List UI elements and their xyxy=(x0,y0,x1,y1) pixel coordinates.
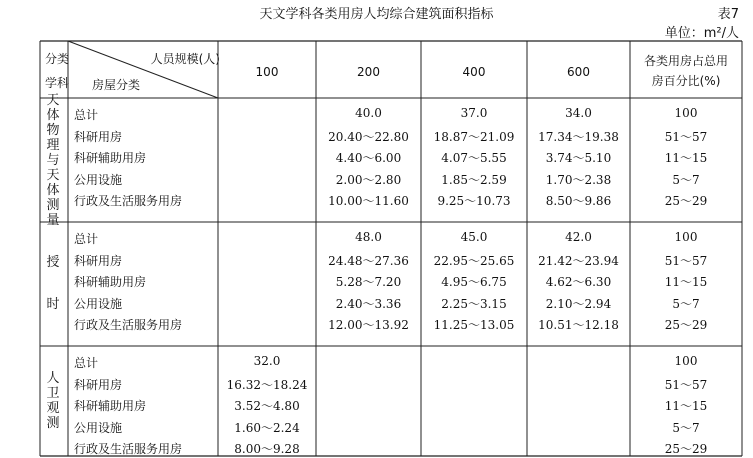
table-number: 表7 xyxy=(717,7,739,22)
cell-pct: 25～29 xyxy=(664,194,708,208)
cell-pct: 25～29 xyxy=(664,318,708,332)
cell-v400: 9.25～10.73 xyxy=(437,194,511,208)
header-scale-200: 200 xyxy=(357,65,380,79)
row-label: 行政及生活服务用房 xyxy=(74,194,183,208)
row-label: 公用设施 xyxy=(74,296,123,311)
cell-v400: 37.0 xyxy=(460,106,488,120)
cell-v400: 4.07～5.55 xyxy=(441,151,507,165)
header-category-line1: 分类 xyxy=(44,52,69,66)
header-category-line2: 学科 xyxy=(44,76,69,90)
header-scale-400: 400 xyxy=(462,65,486,79)
row-label: 科研辅助用房 xyxy=(74,399,147,413)
cell-v100: 3.52～4.80 xyxy=(234,399,300,413)
cell-pct: 11～15 xyxy=(664,399,708,413)
header-scale-100: 100 xyxy=(255,65,279,79)
cell-v100: 8.00～9.28 xyxy=(234,442,300,456)
table-title: 天文学科各类用房人均综合建筑面积指标 xyxy=(259,7,494,22)
cell-pct: 11～15 xyxy=(664,275,708,289)
cell-v400: 45.0 xyxy=(460,230,488,244)
cell-v600: 21.42～23.94 xyxy=(538,253,619,268)
row-label: 总计 xyxy=(74,108,99,122)
row-label: 公用设施 xyxy=(74,420,123,435)
row-label: 公用设施 xyxy=(74,172,123,187)
cell-v600: 17.34～19.38 xyxy=(538,129,619,144)
cell-pct: 100 xyxy=(674,106,698,120)
cell-pct: 25～29 xyxy=(664,442,708,456)
header-scale-label: 人员规模(人) xyxy=(150,52,220,66)
cell-pct: 11～15 xyxy=(664,151,708,165)
cell-pct: 5～7 xyxy=(672,296,700,311)
cell-v600: 8.50～9.86 xyxy=(545,194,612,208)
header-scale-600: 600 xyxy=(567,65,590,79)
cell-pct: 51～57 xyxy=(664,253,708,268)
cell-v600: 2.10～2.94 xyxy=(545,296,612,311)
cell-v600: 34.0 xyxy=(565,106,592,120)
cell-v100: 32.0 xyxy=(253,354,281,368)
header-diagonal-line xyxy=(68,41,218,98)
cell-v600: 3.74～5.10 xyxy=(545,151,612,165)
cell-v200: 2.40～3.36 xyxy=(335,296,402,311)
header-pct-line1: 各类用房占总用 xyxy=(643,54,728,68)
cell-v600: 10.51～12.18 xyxy=(538,318,619,332)
cell-v400: 2.25～3.15 xyxy=(441,296,507,311)
cell-v200: 40.0 xyxy=(355,106,382,120)
cell-v400: 11.25～13.05 xyxy=(433,318,515,332)
cell-pct: 51～57 xyxy=(664,377,708,392)
row-label: 科研用房 xyxy=(74,377,123,392)
cell-pct: 5～7 xyxy=(672,420,700,435)
row-label: 行政及生活服务用房 xyxy=(74,318,183,332)
row-label: 科研辅助用房 xyxy=(74,151,147,165)
cell-v200: 2.00～2.80 xyxy=(335,172,402,187)
header-pct-line2: 房百分比(%) xyxy=(651,74,721,88)
row-label: 行政及生活服务用房 xyxy=(74,442,183,456)
cell-v200: 12.00～13.92 xyxy=(328,318,409,332)
cell-v200: 5.28～7.20 xyxy=(335,275,402,289)
cell-pct: 5～7 xyxy=(672,172,700,187)
row-label: 科研辅助用房 xyxy=(74,275,147,289)
row-label: 科研用房 xyxy=(74,253,123,268)
cell-v400: 4.95～6.75 xyxy=(441,275,507,289)
row-label: 总计 xyxy=(74,356,99,370)
cell-v400: 1.85～2.59 xyxy=(441,172,507,187)
cell-v100: 1.60～2.24 xyxy=(234,420,300,435)
cell-v200: 4.40～6.00 xyxy=(335,151,402,165)
cell-v100: 16.32～18.24 xyxy=(226,377,308,392)
group-name: 天体物理与天体测量 xyxy=(46,92,60,228)
cell-v600: 42.0 xyxy=(565,230,592,244)
header-room-type-label: 房屋分类 xyxy=(92,78,141,92)
cell-pct: 100 xyxy=(674,354,698,368)
cell-pct: 100 xyxy=(674,230,698,244)
cell-v600: 4.62～6.30 xyxy=(545,275,612,289)
cell-v400: 18.87～21.09 xyxy=(433,129,515,144)
cell-v200: 24.48～27.36 xyxy=(328,253,409,268)
unit-label: 单位：m²/人 xyxy=(664,26,739,41)
cell-v200: 20.40～22.80 xyxy=(328,129,409,144)
row-label: 总计 xyxy=(74,232,99,246)
group-name: 授时 xyxy=(46,255,60,312)
cell-v200: 48.0 xyxy=(355,230,382,244)
cell-v400: 22.95～25.65 xyxy=(433,253,515,268)
cell-v600: 1.70～2.38 xyxy=(545,172,612,187)
cell-v200: 10.00～11.60 xyxy=(328,194,409,208)
cell-pct: 51～57 xyxy=(664,129,708,144)
group-name: 人卫观测 xyxy=(46,371,60,431)
row-label: 科研用房 xyxy=(74,129,123,144)
